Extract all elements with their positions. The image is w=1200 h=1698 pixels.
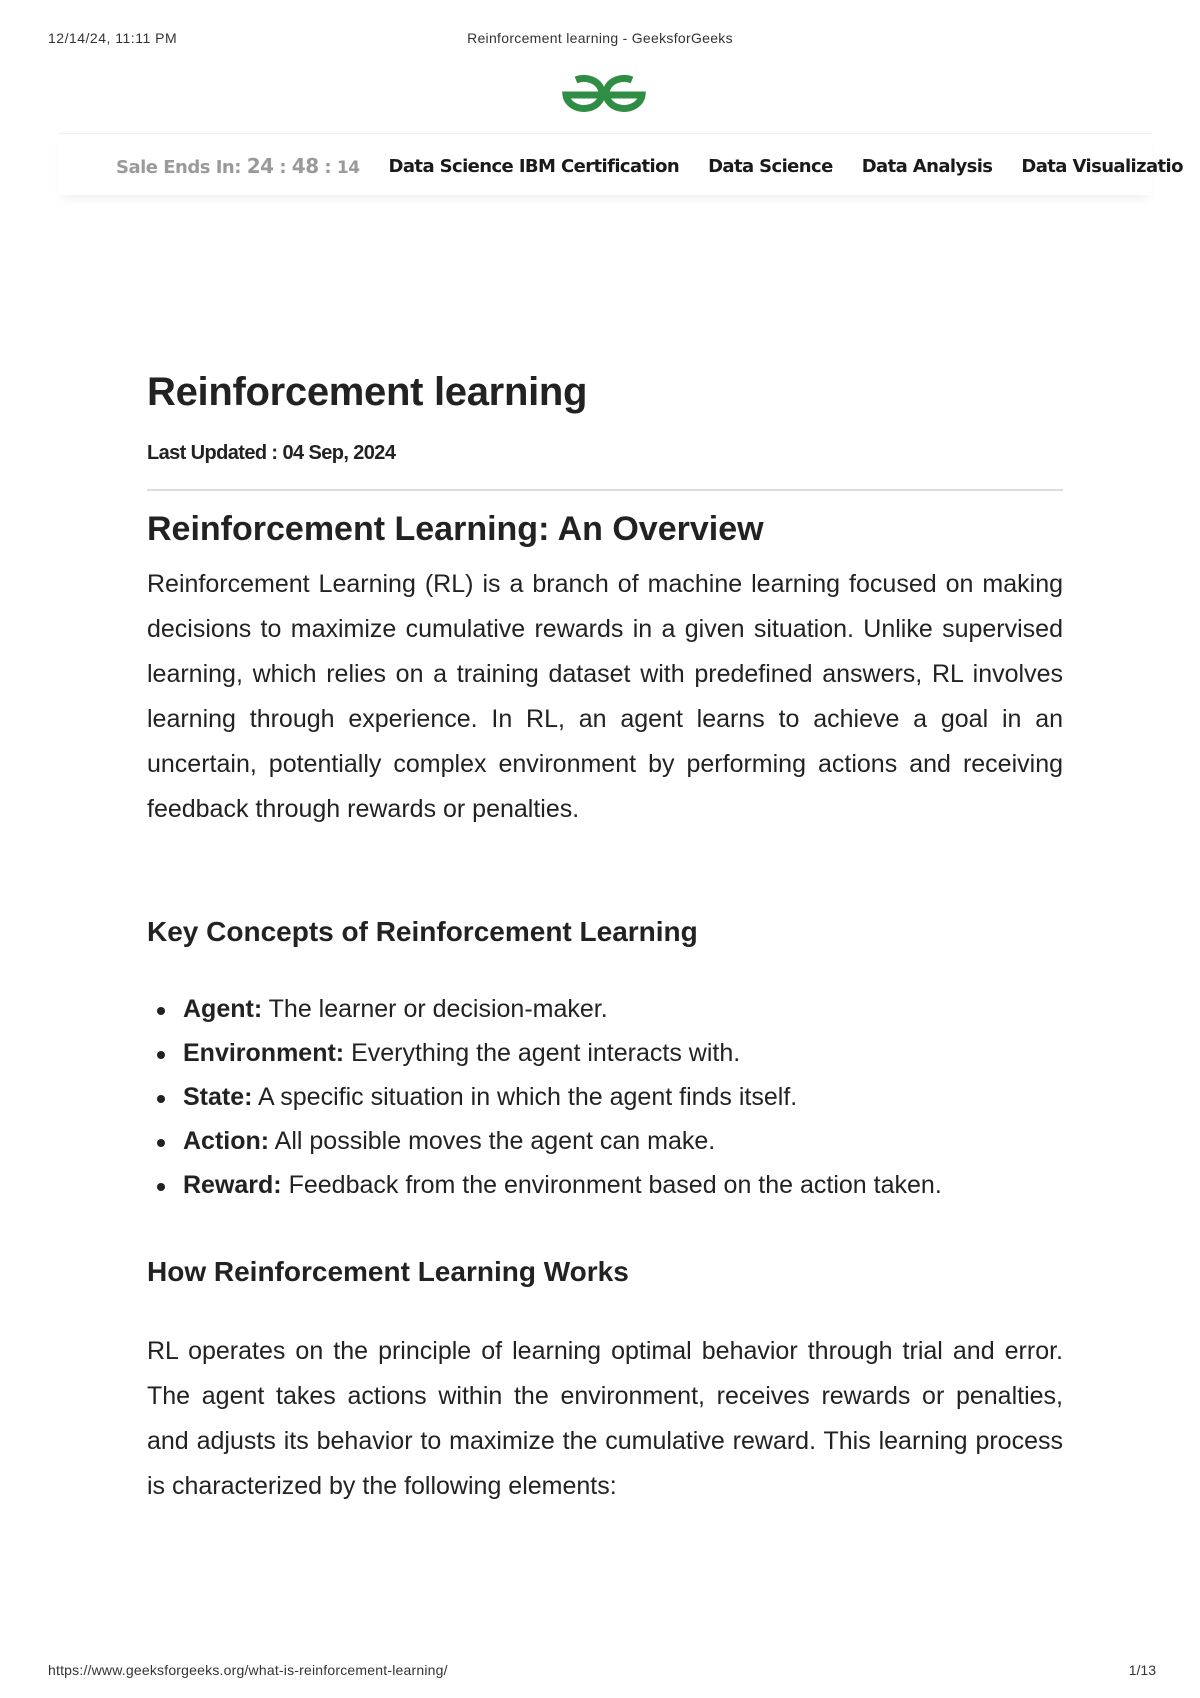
print-header — [0, 30, 1200, 50]
timer-hours: 24 — [246, 154, 274, 178]
concept-description: Everything the agent interacts with. — [344, 1039, 741, 1067]
section-heading-overview: Reinforcement Learning: An Overview — [147, 510, 764, 548]
concept-description: All possible moves the agent can make. — [269, 1127, 716, 1155]
section-heading-key-concepts: Key Concepts of Reinforcement Learning — [147, 916, 698, 947]
list-item — [147, 987, 1063, 1031]
geeksforgeeks-logo-icon[interactable] — [556, 70, 652, 120]
concept-description: The learner or decision-maker. — [262, 995, 608, 1023]
section-heading-how-it-works: How Reinforcement Learning Works — [147, 1256, 629, 1287]
key-concepts-list — [147, 987, 1063, 1207]
nav-link-data-analysis[interactable]: Data Analysis — [861, 155, 993, 177]
nav-link-data-visualization[interactable]: Data Visualizatio — [1021, 155, 1183, 177]
list-item — [147, 1119, 1063, 1163]
print-page-title: Reinforcement learning - GeeksforGeeks — [467, 30, 733, 46]
concept-description: Feedback from the environment based on the action taken. — [281, 1171, 942, 1199]
concept-term: Environment: — [183, 1039, 345, 1067]
last-updated: Last Updated : 04 Sep, 2024 — [147, 442, 396, 464]
print-page-number: 1/13 — [1128, 1662, 1156, 1678]
how-it-works-paragraph: RL operates on the principle of learning optimal behavior through trial and error. The agent takes actions within the environment, receives rewards or penalties, and adjusts its behavior to maximize the cumulative reward. This learning process is characterized by the following elements: — [147, 1337, 1063, 1500]
list-item — [147, 1075, 1063, 1119]
divider — [147, 489, 1063, 491]
timer-minutes: 48 — [291, 154, 319, 178]
page-title: Reinforcement learning — [147, 370, 588, 414]
timer-separator: : — [273, 157, 292, 178]
print-datetime: 12/14/24, 11:11 PM — [48, 30, 178, 46]
top-navigation-bar — [58, 133, 1183, 195]
concept-term: Agent: — [183, 995, 263, 1023]
sale-countdown[interactable] — [116, 154, 360, 178]
concept-description: A specific situation in which the agent finds itself. — [252, 1083, 798, 1111]
print-url: https://www.geeksforgeeks.org/what-is-reinforcement-learning/ — [48, 1662, 448, 1678]
concept-term: Action: — [183, 1127, 270, 1155]
overview-paragraph: Reinforcement Learning (RL) is a branch of machine learning focused on making decisions to maximize cumulative rewards in a given situation. Unlike supervised learning, which relies on a training dataset with predefined answers, RL involves learning through experience. In RL, an agent learns to achieve a goal in an uncertain, potentially complex environment by performing actions and receiving feedback through rewards or penalties. — [147, 570, 1063, 823]
nav-link-data-science[interactable]: Data Science — [708, 155, 833, 177]
nav-link-data-science-ibm-certification[interactable]: Data Science IBM Certification — [388, 155, 680, 177]
timer-separator: : — [318, 157, 337, 178]
timer-seconds: 14 — [336, 158, 360, 178]
concept-term: Reward: — [183, 1171, 282, 1199]
concept-term: State: — [183, 1083, 253, 1111]
sale-label: Sale Ends In: — [116, 157, 247, 178]
list-item — [147, 1163, 1063, 1207]
list-item — [147, 1031, 1063, 1075]
